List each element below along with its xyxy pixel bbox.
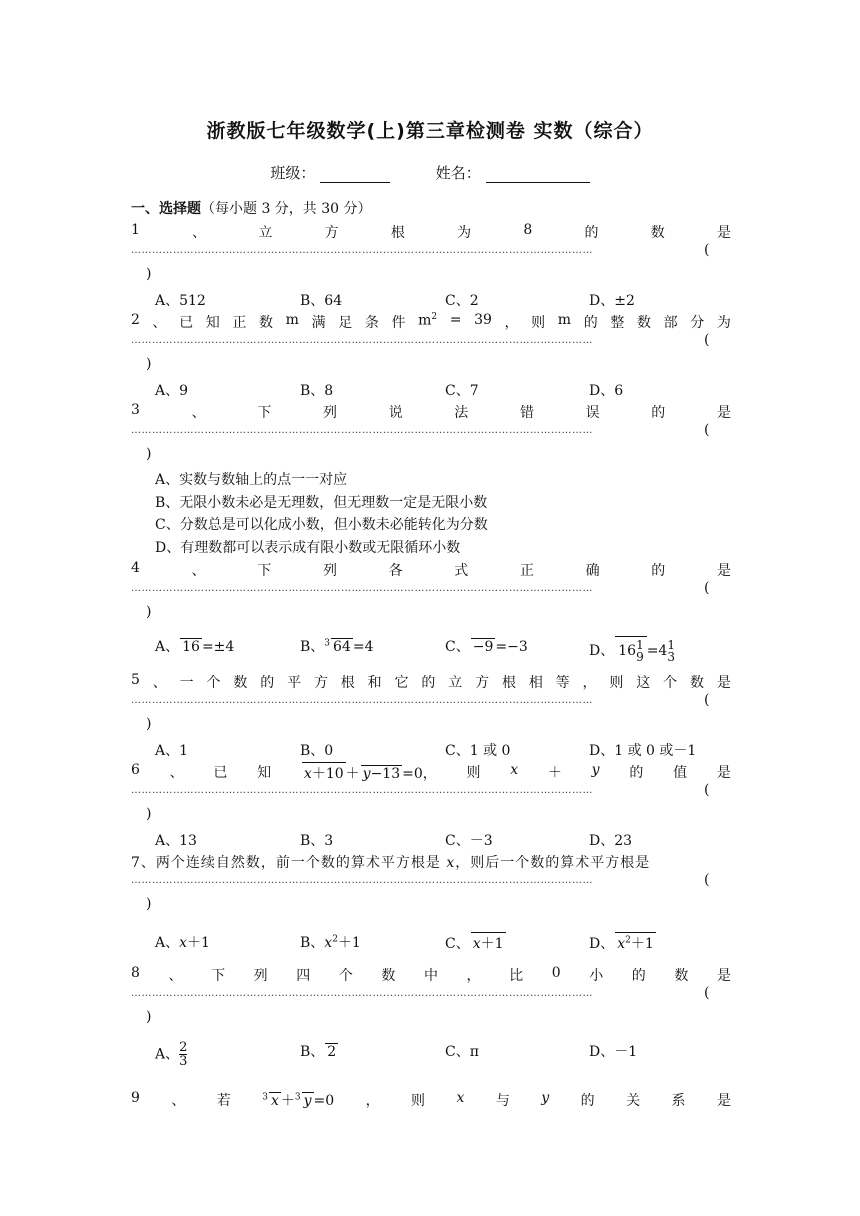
stem-token: 系 [671, 1093, 686, 1109]
question-stem [131, 560, 731, 580]
option-C[interactable]: C、π [445, 1044, 479, 1060]
answer-paren-close[interactable]: ) [146, 356, 152, 372]
option-A[interactable]: A、 16 =±4 [155, 639, 235, 655]
stem-token: 整 [610, 315, 625, 331]
stem-token: 它 [394, 675, 409, 691]
stem-token: 、 [191, 563, 206, 579]
stem-token: 知 [205, 315, 220, 331]
option-A[interactable]: A、9 [155, 383, 189, 399]
stem-token: 是 [716, 765, 731, 781]
stem-token: 这 [636, 675, 651, 691]
answer-dots: …………………………………………………………………………………………………………………… [131, 425, 593, 436]
stem-token: 、 [171, 1093, 186, 1109]
answer-paren-open[interactable]: ( [704, 332, 710, 348]
stem-token: 部 [663, 315, 678, 331]
stem-token: 方 [475, 675, 490, 691]
stem-token: 方 [324, 225, 339, 241]
answer-dots: …………………………………………………………………………………………………………………… [131, 988, 593, 999]
stem-token: 法 [454, 405, 469, 421]
stem-token: 列 [253, 968, 268, 984]
name-blank[interactable] [486, 166, 590, 183]
option-C[interactable]: C、 x＋1 [445, 932, 506, 953]
option-D[interactable]: D、－1 [589, 1044, 638, 1060]
stem-token: 的 [584, 225, 599, 241]
stem-token: 数 [381, 968, 396, 984]
answer-dots: …………………………………………………………………………………………………………………… [131, 245, 593, 256]
stem-token: 39 [474, 312, 492, 328]
answer-paren-open[interactable]: ( [704, 422, 710, 438]
stem-token: 错 [519, 405, 534, 421]
option-A[interactable]: A、512 [155, 293, 206, 309]
option-A[interactable]: A、13 [155, 833, 197, 849]
option-B[interactable]: B、0 [300, 743, 334, 759]
stem-token: 的 [651, 405, 666, 421]
question-stem [131, 762, 731, 783]
answer-paren-open[interactable]: ( [704, 985, 710, 1001]
stem-token: 则 [411, 1093, 426, 1109]
stem-token: 满 [311, 315, 326, 331]
stem-token: 关 [626, 1093, 641, 1109]
stem-token: 个 [663, 675, 678, 691]
stem-token: 正 [232, 315, 247, 331]
stem-token: 根 [390, 225, 405, 241]
stem-token: ， [365, 1093, 380, 1109]
stem-token: 、 [152, 675, 167, 691]
stem-token: x [510, 762, 519, 778]
stem-token: 数 [650, 225, 665, 241]
option-B[interactable]: B、 2 [300, 1044, 337, 1060]
option-D[interactable]: D、有理数都可以表示成有限小数或无限循环小数 [155, 539, 461, 556]
option-C[interactable]: C、分数总是可以化成小数，但小数未必能转化为分数 [155, 517, 488, 533]
student-info-line [0, 162, 860, 183]
stem-token: 则 [609, 675, 624, 691]
option-B[interactable]: B、$x^2+1$ [300, 934, 361, 951]
stem-token: 8 [131, 965, 140, 981]
stem-token: 2 [131, 312, 140, 328]
stem-token: 相 [528, 675, 543, 691]
question-stem [131, 965, 731, 985]
answer-paren-open[interactable]: ( [704, 242, 710, 258]
stem-token: 为 [716, 315, 731, 331]
option-C[interactable]: C、2 [445, 293, 479, 309]
stem-token: 小 [589, 968, 604, 984]
option-B[interactable]: B、3 [300, 833, 334, 849]
stem-token: 、 [191, 405, 206, 421]
option-C[interactable]: C、1 或 0 [445, 743, 511, 759]
stem-token: 是 [716, 405, 731, 421]
answer-dots: …………………………………………………………………………………………………………………… [131, 695, 593, 706]
stem-token: ＋ [547, 765, 562, 781]
answer-dots: …………………………………………………………………………………………………………………… [131, 875, 593, 886]
stem-token: 件 [391, 315, 406, 331]
stem-token: m [557, 312, 572, 328]
answer-dots: …………………………………………………………………………………………………………………… [131, 785, 593, 796]
stem-token: 值 [673, 765, 688, 781]
stem-token: 若 [216, 1093, 231, 1109]
stem-token: 四 [296, 968, 311, 984]
stem-token: 已 [179, 315, 194, 331]
stem-token: 列 [322, 563, 337, 579]
question-stem [131, 222, 731, 242]
option-A[interactable]: A、1 [155, 743, 189, 759]
answer-dots: …………………………………………………………………………………………………………………… [131, 335, 593, 346]
stem-token: 5 [131, 672, 140, 688]
stem-token: 列 [322, 405, 337, 421]
option-B[interactable]: B、$^3$ 64 =4 [300, 638, 374, 655]
stem-token: m [285, 312, 299, 328]
stem-token: 则 [531, 315, 546, 331]
answer-paren-close[interactable]: ) [146, 1009, 152, 1025]
question-stem [131, 402, 731, 422]
stem-token: 下 [257, 563, 272, 579]
stem-token: 个 [206, 675, 221, 691]
option-B[interactable]: B、64 [300, 293, 343, 309]
stem-token: 3 [131, 402, 140, 418]
stem-token: 条 [364, 315, 379, 331]
stem-token: 数 [689, 675, 704, 691]
stem-token: = [449, 312, 462, 328]
stem-token: 数 [259, 315, 274, 331]
option-A[interactable]: A、 $\frac{2}{3}$ [155, 1040, 188, 1069]
stem-token: 各 [388, 563, 403, 579]
answer-paren-open[interactable]: ( [704, 580, 710, 596]
stem-token: 是 [716, 1093, 731, 1109]
question-stem [131, 852, 731, 872]
stem-token: y [591, 762, 600, 778]
stem-token: 1 [131, 222, 140, 238]
stem-token: 0 [551, 965, 561, 981]
stem-token: 、 [168, 968, 183, 984]
stem-token: 立 [448, 675, 463, 691]
stem-token: 分 [690, 315, 705, 331]
answer-paren-close[interactable]: ) [146, 266, 152, 282]
answer-paren-close[interactable]: ) [146, 896, 152, 912]
class-blank[interactable] [320, 166, 390, 183]
option-B[interactable]: B、8 [300, 383, 334, 399]
option-D[interactable]: D、 16 1 9 =4 1 3 [589, 638, 675, 664]
stem-token: 数 [233, 675, 248, 691]
stem-token: 方 [313, 675, 328, 691]
stem-token: y [541, 1090, 550, 1106]
stem-token: 正 [519, 563, 534, 579]
stem-token: 6 [131, 762, 140, 778]
stem-token: 知 [257, 765, 272, 781]
stem-token: ， [504, 315, 519, 331]
option-D[interactable]: D、6 [589, 383, 624, 399]
option-A[interactable]: A、x＋1 [155, 935, 210, 951]
question-stem [131, 312, 731, 332]
question-stem [131, 1090, 731, 1110]
option-C[interactable]: C、－3 [445, 833, 493, 849]
question-stem [131, 672, 731, 692]
stem-token: 足 [338, 315, 353, 331]
stem-token: 是 [716, 225, 731, 241]
stem-token: 的 [629, 765, 644, 781]
stem-token: 一 [179, 675, 194, 691]
stem-token: 平 [287, 675, 302, 691]
stem-token: x＋10 ＋ y−13 =0， [301, 762, 437, 783]
stem-token: 8 [523, 222, 533, 238]
answer-paren-close[interactable]: ) [146, 604, 152, 620]
answer-dots: …………………………………………………………………………………………………………………… [131, 583, 593, 594]
stem-token: 个 [338, 968, 353, 984]
option-D[interactable]: D、±2 [589, 293, 635, 309]
stem-token: 的 [651, 563, 666, 579]
answer-paren-open[interactable]: ( [704, 872, 710, 888]
stem-token: 式 [454, 563, 469, 579]
stem-token: $^3$ x ＋$^3$ y =0 [262, 1092, 335, 1109]
stem-token: 的 [580, 1093, 595, 1109]
stem-text: 7、两个连续自然数，前一个数的算术平方根是 x，则后一个数的算术平方根是 [131, 855, 651, 871]
stem-token: 是 [716, 675, 731, 691]
page-title: 浙教版七年级数学(上)第三章检测卷 实数（综合） [206, 120, 654, 142]
stem-token: 根 [340, 675, 355, 691]
stem-token: 的 [421, 675, 436, 691]
option-C[interactable]: C、7 [445, 383, 479, 399]
section-heading: 一、选择题（每小题 3 分，共 30 分） [131, 201, 372, 217]
answer-paren-open[interactable]: ( [704, 782, 710, 798]
stem-token: 则 [466, 765, 481, 781]
stem-token: 为 [457, 225, 472, 241]
stem-token: 数 [636, 315, 651, 331]
option-C[interactable]: C、 −9 =−3 [445, 639, 528, 655]
answer-paren-close[interactable]: ) [146, 446, 152, 462]
stem-token: 和 [367, 675, 382, 691]
stem-token: 的 [631, 968, 646, 984]
stem-token: 4 [131, 560, 140, 576]
option-B[interactable]: B、无限小数未必是无理数，但无理数一定是无限小数 [155, 494, 488, 511]
stem-token: 立 [258, 225, 273, 241]
stem-token: 比 [509, 968, 524, 984]
stem-token: 已 [213, 765, 228, 781]
stem-token: 下 [211, 968, 226, 984]
stem-token: $m^2$ [418, 312, 438, 329]
answer-paren-close[interactable]: ) [146, 716, 152, 732]
option-D[interactable]: D、 $x^2+1$ [589, 932, 656, 953]
answer-paren-open[interactable]: ( [704, 692, 710, 708]
stem-token: 的 [260, 675, 275, 691]
stem-token: 中 [423, 968, 438, 984]
option-D[interactable]: D、23 [589, 833, 633, 849]
stem-token: 、 [152, 315, 167, 331]
answer-paren-close[interactable]: ) [146, 806, 152, 822]
name-label: 姓名： [435, 164, 481, 182]
stem-token: 等 [555, 675, 570, 691]
stem-token: 的 [583, 315, 598, 331]
stem-token: 下 [257, 405, 272, 421]
option-A[interactable]: A、实数与数轴上的点一一对应 [155, 472, 348, 488]
stem-token: 9 [131, 1090, 140, 1106]
stem-token: ， [582, 675, 597, 691]
class-label: 班级： [270, 164, 316, 182]
stem-token: x [456, 1090, 465, 1106]
stem-token: 与 [495, 1093, 510, 1109]
stem-token: 确 [585, 563, 600, 579]
stem-token: 数 [674, 968, 689, 984]
stem-token: 是 [716, 563, 731, 579]
stem-token: 误 [585, 405, 600, 421]
stem-token: ， [466, 968, 481, 984]
stem-token: 说 [388, 405, 403, 421]
stem-token: 、 [192, 225, 207, 241]
stem-token: 、 [169, 765, 184, 781]
option-D[interactable]: D、1 或 0 或－1 [589, 743, 697, 759]
stem-token: 是 [716, 968, 731, 984]
stem-token: 根 [501, 675, 516, 691]
